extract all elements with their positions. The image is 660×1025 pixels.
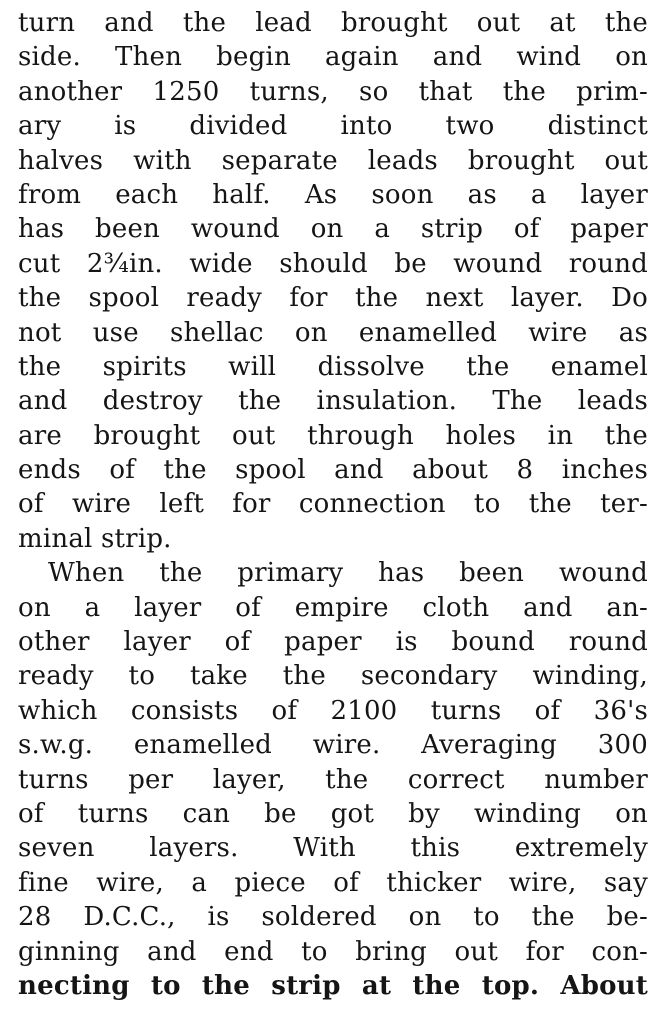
text-line: When the primary has been wound xyxy=(48,558,648,589)
text-line: ready to take the secondary winding, xyxy=(18,661,648,692)
text-line: the spool ready for the next layer. Do xyxy=(18,283,648,314)
text-line: side. Then begin again and wind on xyxy=(18,42,648,73)
text-line: of wire left for connection to the ter- xyxy=(18,489,648,520)
text-line: cut 2¾in. wide should be wound round xyxy=(18,248,648,279)
text-line: and destroy the insulation. The leads xyxy=(18,386,648,417)
text-line: turn and the lead brought out at the xyxy=(18,8,648,38)
text-line: other layer of paper is bound round xyxy=(18,627,648,658)
paragraph-2 xyxy=(18,556,648,1003)
text-line: seven layers. With this extremely xyxy=(18,833,648,864)
text-line: on a layer of empire cloth and an- xyxy=(18,592,648,623)
text-line: which consists of 2100 turns of 36's xyxy=(18,695,648,726)
text-line: not use shellac on enamelled wire as xyxy=(18,317,648,348)
text-line: turns per layer, the correct number xyxy=(18,764,648,795)
article-column xyxy=(18,6,648,1003)
text-line: of turns can be got by winding on xyxy=(18,798,648,829)
text-line: minal strip. xyxy=(18,523,172,554)
text-line: s.w.g. enamelled wire. Averaging 300 xyxy=(18,730,648,761)
text-line: the spirits will dissolve the enamel xyxy=(18,351,648,382)
text-line: from each half. As soon as a layer xyxy=(18,179,648,210)
text-line: 28 D.C.C., is soldered on to the be- xyxy=(18,902,648,933)
text-line: necting to the strip at the top. About xyxy=(18,970,648,1001)
text-line: halves with separate leads brought out xyxy=(18,145,648,176)
text-line: has been wound on a strip of paper xyxy=(18,214,648,245)
text-line: ends of the spool and about 8 inches xyxy=(18,455,648,486)
text-line: ary is divided into two distinct xyxy=(18,111,648,142)
paragraph-1 xyxy=(18,6,648,556)
text-line: another 1250 turns, so that the prim- xyxy=(18,76,648,107)
text-line: are brought out through holes in the xyxy=(18,420,648,451)
text-line: ginning and end to bring out for con- xyxy=(18,936,648,967)
text-line: fine wire, a piece of thicker wire, say xyxy=(18,867,648,898)
